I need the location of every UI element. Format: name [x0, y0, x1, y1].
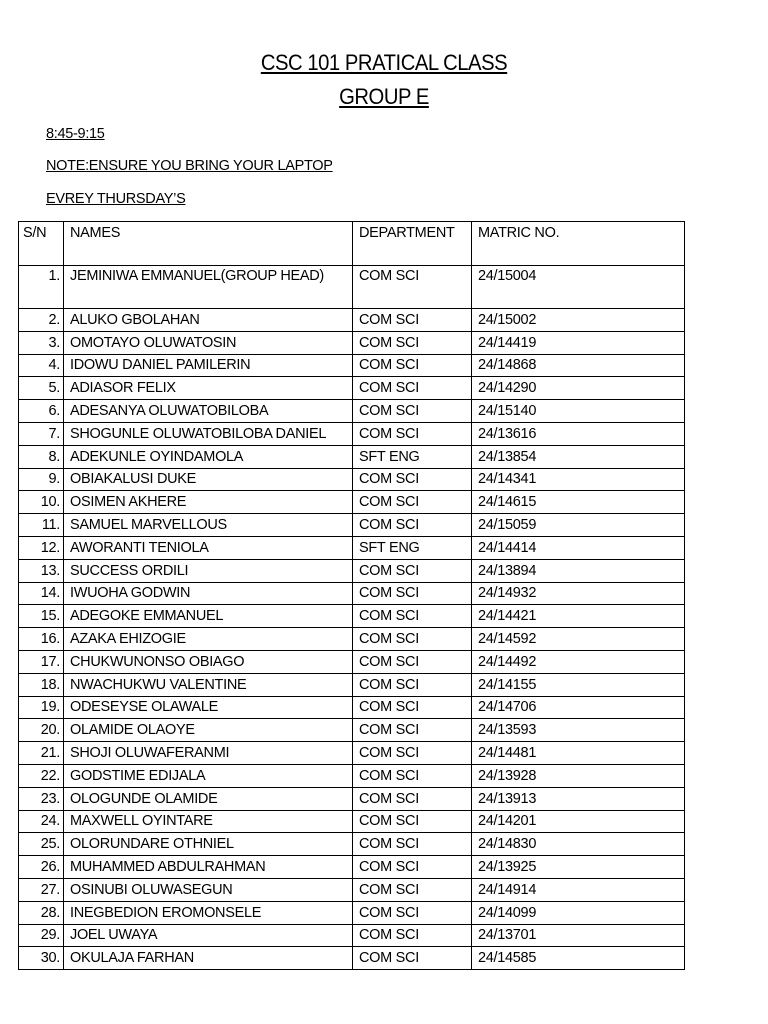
row-department: COM SCI [353, 650, 472, 673]
row-matric: 24/15059 [472, 514, 685, 537]
row-department: COM SCI [353, 491, 472, 514]
row-matric: 24/14099 [472, 901, 685, 924]
row-matric: 24/14868 [472, 354, 685, 377]
row-department: COM SCI [353, 673, 472, 696]
row-name: SUCCESS ORDILI [64, 559, 353, 582]
row-name: OLAMIDE OLAOYE [64, 719, 353, 742]
row-matric: 24/14615 [472, 491, 685, 514]
row-sn: 28. [19, 901, 64, 924]
row-matric: 24/14155 [472, 673, 685, 696]
header-names: NAMES [64, 222, 353, 266]
row-sn: 25. [19, 833, 64, 856]
row-name: OBIAKALUSI DUKE [64, 468, 353, 491]
table-row [19, 833, 685, 856]
row-matric: 24/14421 [472, 605, 685, 628]
row-sn: 4. [19, 354, 64, 377]
row-department: COM SCI [353, 696, 472, 719]
row-matric: 24/15002 [472, 309, 685, 332]
row-name: ADEKUNLE OYINDAMOLA [64, 445, 353, 468]
table-row [19, 673, 685, 696]
table-row [19, 400, 685, 423]
row-name: SHOGUNLE OLUWATOBILOBA DANIEL [64, 422, 353, 445]
row-matric: 24/13925 [472, 856, 685, 879]
table-row [19, 445, 685, 468]
row-name: CHUKWUNONSO OBIAGO [64, 650, 353, 673]
row-name: ADIASOR FELIX [64, 377, 353, 400]
table-row [19, 878, 685, 901]
row-matric: 24/15004 [472, 266, 685, 309]
row-sn: 15. [19, 605, 64, 628]
row-name: JEMINIWA EMMANUEL(GROUP HEAD) [64, 266, 353, 309]
row-sn: 19. [19, 696, 64, 719]
row-matric: 24/15140 [472, 400, 685, 423]
row-department: COM SCI [353, 810, 472, 833]
table-row [19, 559, 685, 582]
row-department: COM SCI [353, 764, 472, 787]
row-department: COM SCI [353, 309, 472, 332]
table-row [19, 650, 685, 673]
student-table [18, 221, 685, 970]
row-department: COM SCI [353, 354, 472, 377]
table-row [19, 901, 685, 924]
laptop-note: NOTE:ENSURE YOU BRING YOUR LAPTOP [46, 158, 333, 174]
row-sn: 8. [19, 445, 64, 468]
table-row [19, 764, 685, 787]
row-department: SFT ENG [353, 445, 472, 468]
row-name: ADESANYA OLUWATOBILOBA [64, 400, 353, 423]
table-row [19, 536, 685, 559]
table-header-row [19, 222, 685, 266]
row-sn: 16. [19, 628, 64, 651]
row-name: MUHAMMED ABDULRAHMAN [64, 856, 353, 879]
row-name: OLOGUNDE OLAMIDE [64, 787, 353, 810]
table-row [19, 696, 685, 719]
row-name: AWORANTI TENIOLA [64, 536, 353, 559]
row-sn: 23. [19, 787, 64, 810]
row-matric: 24/13593 [472, 719, 685, 742]
group-title: GROUP E [339, 84, 429, 109]
header-matric: MATRIC NO. [472, 222, 685, 266]
row-matric: 24/14585 [472, 947, 685, 970]
row-department: COM SCI [353, 422, 472, 445]
row-department: COM SCI [353, 924, 472, 947]
row-sn: 29. [19, 924, 64, 947]
row-name: OSINUBI OLUWASEGUN [64, 878, 353, 901]
table-row [19, 742, 685, 765]
row-name: IWUOHA GODWIN [64, 582, 353, 605]
row-department: COM SCI [353, 947, 472, 970]
table-row [19, 354, 685, 377]
row-name: MAXWELL OYINTARE [64, 810, 353, 833]
row-name: OKULAJA FARHAN [64, 947, 353, 970]
row-department: COM SCI [353, 628, 472, 651]
row-matric: 24/13928 [472, 764, 685, 787]
row-sn: 27. [19, 878, 64, 901]
row-matric: 24/14706 [472, 696, 685, 719]
row-name: ALUKO GBOLAHAN [64, 309, 353, 332]
row-department: COM SCI [353, 400, 472, 423]
row-sn: 24. [19, 810, 64, 833]
row-department: COM SCI [353, 514, 472, 537]
row-department: COM SCI [353, 901, 472, 924]
row-department: COM SCI [353, 787, 472, 810]
row-matric: 24/13913 [472, 787, 685, 810]
row-department: COM SCI [353, 331, 472, 354]
table-row [19, 856, 685, 879]
row-department: SFT ENG [353, 536, 472, 559]
row-name: ADEGOKE EMMANUEL [64, 605, 353, 628]
table-row [19, 719, 685, 742]
row-name: OLORUNDARE OTHNIEL [64, 833, 353, 856]
row-matric: 24/14290 [472, 377, 685, 400]
table-row [19, 422, 685, 445]
row-department: COM SCI [353, 719, 472, 742]
row-matric: 24/13854 [472, 445, 685, 468]
row-matric: 24/13616 [472, 422, 685, 445]
row-sn: 18. [19, 673, 64, 696]
row-matric: 24/14914 [472, 878, 685, 901]
table-row [19, 309, 685, 332]
row-sn: 3. [19, 331, 64, 354]
table-row [19, 491, 685, 514]
row-department: COM SCI [353, 559, 472, 582]
row-name: IDOWU DANIEL PAMILERIN [64, 354, 353, 377]
row-department: COM SCI [353, 468, 472, 491]
row-sn: 2. [19, 309, 64, 332]
row-sn: 14. [19, 582, 64, 605]
row-matric: 24/14932 [472, 582, 685, 605]
row-matric: 24/14414 [472, 536, 685, 559]
row-department: COM SCI [353, 742, 472, 765]
row-department: COM SCI [353, 856, 472, 879]
row-sn: 10. [19, 491, 64, 514]
row-matric: 24/14481 [472, 742, 685, 765]
table-row [19, 468, 685, 491]
row-sn: 13. [19, 559, 64, 582]
row-name: GODSTIME EDIJALA [64, 764, 353, 787]
class-time: 8:45-9:15 [46, 126, 105, 142]
row-matric: 24/14201 [472, 810, 685, 833]
header-department: DEPARTMENT [353, 222, 472, 266]
row-matric: 24/14592 [472, 628, 685, 651]
table-row [19, 924, 685, 947]
row-matric: 24/13894 [472, 559, 685, 582]
table-row [19, 947, 685, 970]
row-sn: 6. [19, 400, 64, 423]
row-name: JOEL UWAYA [64, 924, 353, 947]
table-body [19, 266, 685, 970]
table-row [19, 628, 685, 651]
row-matric: 24/14492 [472, 650, 685, 673]
row-name: SHOJI OLUWAFERANMI [64, 742, 353, 765]
row-name: INEGBEDION EROMONSELE [64, 901, 353, 924]
row-name: AZAKA EHIZOGIE [64, 628, 353, 651]
table-row [19, 331, 685, 354]
row-name: NWACHUKWU VALENTINE [64, 673, 353, 696]
row-sn: 11. [19, 514, 64, 537]
row-matric: 24/14419 [472, 331, 685, 354]
row-sn: 9. [19, 468, 64, 491]
schedule-day: EVREY THURSDAY’S [46, 191, 186, 207]
row-department: COM SCI [353, 266, 472, 309]
row-department: COM SCI [353, 377, 472, 400]
row-sn: 22. [19, 764, 64, 787]
row-sn: 21. [19, 742, 64, 765]
row-name: SAMUEL MARVELLOUS [64, 514, 353, 537]
table-row [19, 514, 685, 537]
header-sn: S/N [19, 222, 64, 266]
row-sn: 1. [19, 266, 64, 309]
row-department: COM SCI [353, 605, 472, 628]
row-sn: 17. [19, 650, 64, 673]
document-title: CSC 101 PRATICAL CLASS [260, 50, 508, 75]
row-sn: 5. [19, 377, 64, 400]
table-row [19, 377, 685, 400]
row-matric: 24/13701 [472, 924, 685, 947]
row-matric: 24/14341 [472, 468, 685, 491]
table-row [19, 266, 685, 309]
row-sn: 12. [19, 536, 64, 559]
row-department: COM SCI [353, 878, 472, 901]
row-department: COM SCI [353, 582, 472, 605]
row-department: COM SCI [353, 833, 472, 856]
table-row [19, 787, 685, 810]
row-sn: 20. [19, 719, 64, 742]
table-row [19, 582, 685, 605]
row-name: OMOTAYO OLUWATOSIN [64, 331, 353, 354]
row-matric: 24/14830 [472, 833, 685, 856]
table-row [19, 810, 685, 833]
row-name: ODESEYSE OLAWALE [64, 696, 353, 719]
row-sn: 26. [19, 856, 64, 879]
row-name: OSIMEN AKHERE [64, 491, 353, 514]
row-sn: 7. [19, 422, 64, 445]
table-row [19, 605, 685, 628]
row-sn: 30. [19, 947, 64, 970]
